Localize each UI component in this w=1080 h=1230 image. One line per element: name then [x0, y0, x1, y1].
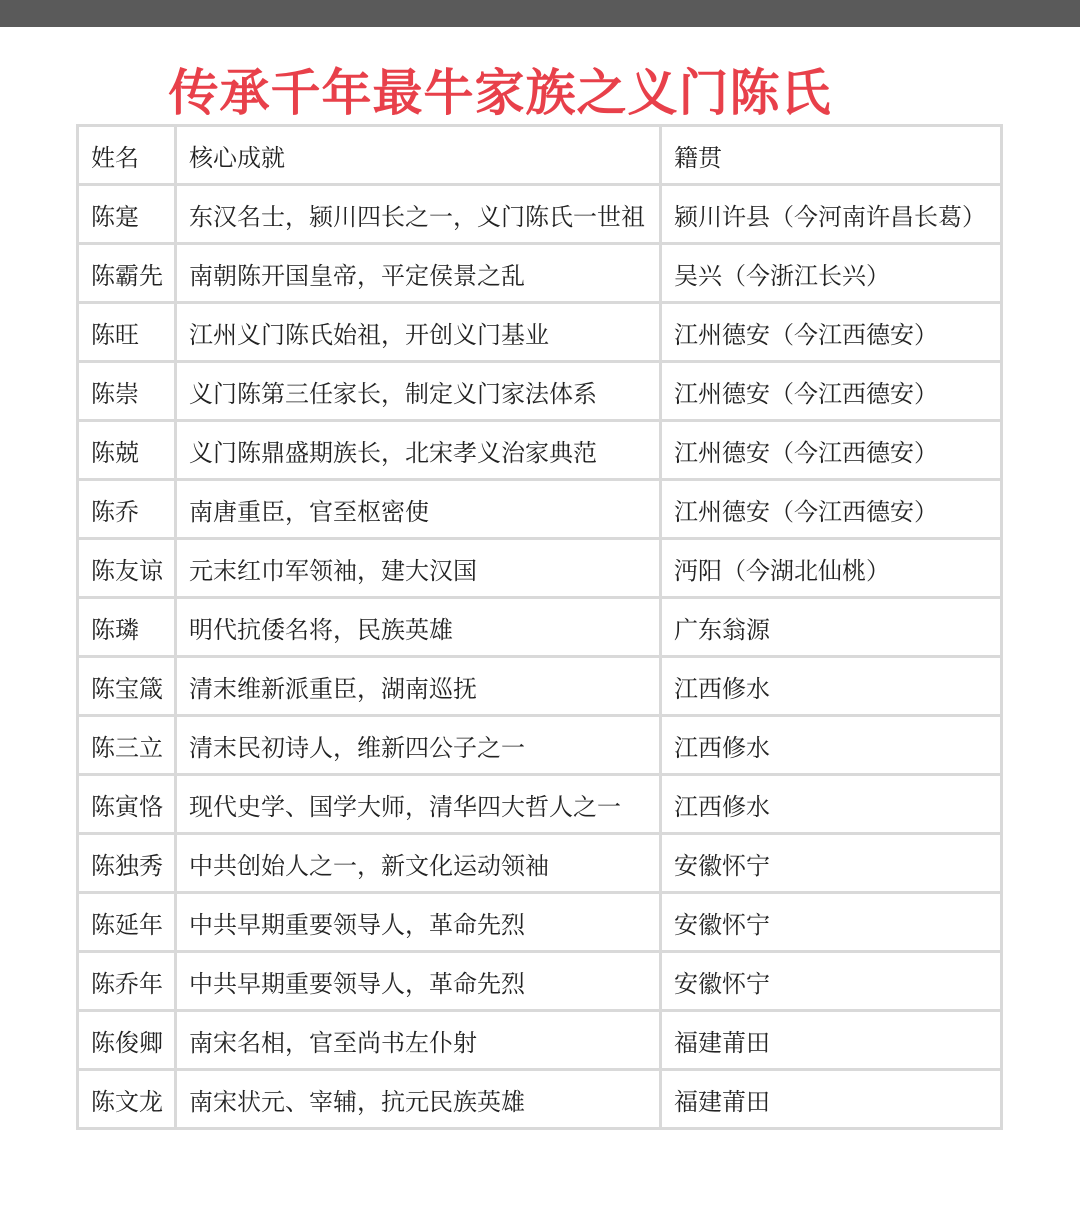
table-row — [78, 244, 1002, 303]
origin-cell: 福建莆田 — [661, 1070, 1002, 1129]
table-row — [78, 598, 1002, 657]
name-cell: 陈延年 — [78, 893, 176, 952]
table-body — [78, 126, 1002, 1129]
origin-cell: 江西修水 — [661, 716, 1002, 775]
origin-cell: 颍川许县（今河南许昌长葛） — [661, 185, 1002, 244]
top-status-bar — [0, 0, 1080, 27]
achievement-cell: 南宋状元、宰辅，抗元民族英雄 — [176, 1070, 661, 1129]
origin-cell: 福建莆田 — [661, 1011, 1002, 1070]
table-row — [78, 1011, 1002, 1070]
table-row — [78, 480, 1002, 539]
achievement-cell: 中共创始人之一，新文化运动领袖 — [176, 834, 661, 893]
origin-cell: 江州德安（今江西德安） — [661, 480, 1002, 539]
name-cell: 陈寔 — [78, 185, 176, 244]
achievement-cell: 东汉名士，颍川四长之一，义门陈氏一世祖 — [176, 185, 661, 244]
name-cell: 陈璘 — [78, 598, 176, 657]
table-row — [78, 539, 1002, 598]
table-header-row — [78, 126, 1002, 185]
table-row — [78, 362, 1002, 421]
origin-cell: 安徽怀宁 — [661, 893, 1002, 952]
achievement-cell: 现代史学、国学大师，清华四大哲人之一 — [176, 775, 661, 834]
achievement-cell: 元末红巾军领袖，建大汉国 — [176, 539, 661, 598]
header-cell-achievement: 核心成就 — [176, 126, 661, 185]
name-cell: 陈友谅 — [78, 539, 176, 598]
table-row — [78, 1070, 1002, 1129]
table-row — [78, 834, 1002, 893]
origin-cell: 广东翁源 — [661, 598, 1002, 657]
origin-cell: 江州德安（今江西德安） — [661, 362, 1002, 421]
name-cell: 陈乔年 — [78, 952, 176, 1011]
achievement-cell: 中共早期重要领导人，革命先烈 — [176, 952, 661, 1011]
origin-cell: 江州德安（今江西德安） — [661, 421, 1002, 480]
origin-cell: 吴兴（今浙江长兴） — [661, 244, 1002, 303]
achievement-cell: 清末民初诗人，维新四公子之一 — [176, 716, 661, 775]
table-row — [78, 952, 1002, 1011]
origin-cell: 江州德安（今江西德安） — [661, 303, 1002, 362]
origin-cell: 江西修水 — [661, 657, 1002, 716]
table-row — [78, 421, 1002, 480]
table-row — [78, 303, 1002, 362]
table-row — [78, 657, 1002, 716]
table-row — [78, 185, 1002, 244]
name-cell: 陈兢 — [78, 421, 176, 480]
table-row — [78, 775, 1002, 834]
origin-cell: 江西修水 — [661, 775, 1002, 834]
origin-cell: 沔阳（今湖北仙桃） — [661, 539, 1002, 598]
achievement-cell: 明代抗倭名将，民族英雄 — [176, 598, 661, 657]
achievement-cell: 清末维新派重臣，湖南巡抚 — [176, 657, 661, 716]
header-cell-name: 姓名 — [78, 126, 176, 185]
table-row — [78, 716, 1002, 775]
achievement-cell: 义门陈鼎盛期族长，北宋孝义治家典范 — [176, 421, 661, 480]
header-cell-origin: 籍贯 — [661, 126, 1002, 185]
name-cell: 陈俊卿 — [78, 1011, 176, 1070]
achievement-cell: 南朝陈开国皇帝，平定侯景之乱 — [176, 244, 661, 303]
name-cell: 陈宝箴 — [78, 657, 176, 716]
achievement-cell: 江州义门陈氏始祖，开创义门基业 — [176, 303, 661, 362]
chen-family-table — [76, 124, 1003, 1130]
name-cell: 陈乔 — [78, 480, 176, 539]
name-cell: 陈文龙 — [78, 1070, 176, 1129]
name-cell: 陈三立 — [78, 716, 176, 775]
achievement-cell: 南唐重臣，官至枢密使 — [176, 480, 661, 539]
table-row — [78, 893, 1002, 952]
achievement-cell: 南宋名相，官至尚书左仆射 — [176, 1011, 661, 1070]
name-cell: 陈寅恪 — [78, 775, 176, 834]
achievement-cell: 中共早期重要领导人，革命先烈 — [176, 893, 661, 952]
origin-cell: 安徽怀宁 — [661, 834, 1002, 893]
name-cell: 陈独秀 — [78, 834, 176, 893]
page-title: 传承千年最牛家族之义门陈氏 — [168, 64, 832, 122]
name-cell: 陈霸先 — [78, 244, 176, 303]
name-cell: 陈崇 — [78, 362, 176, 421]
origin-cell: 安徽怀宁 — [661, 952, 1002, 1011]
name-cell: 陈旺 — [78, 303, 176, 362]
achievement-cell: 义门陈第三任家长，制定义门家法体系 — [176, 362, 661, 421]
